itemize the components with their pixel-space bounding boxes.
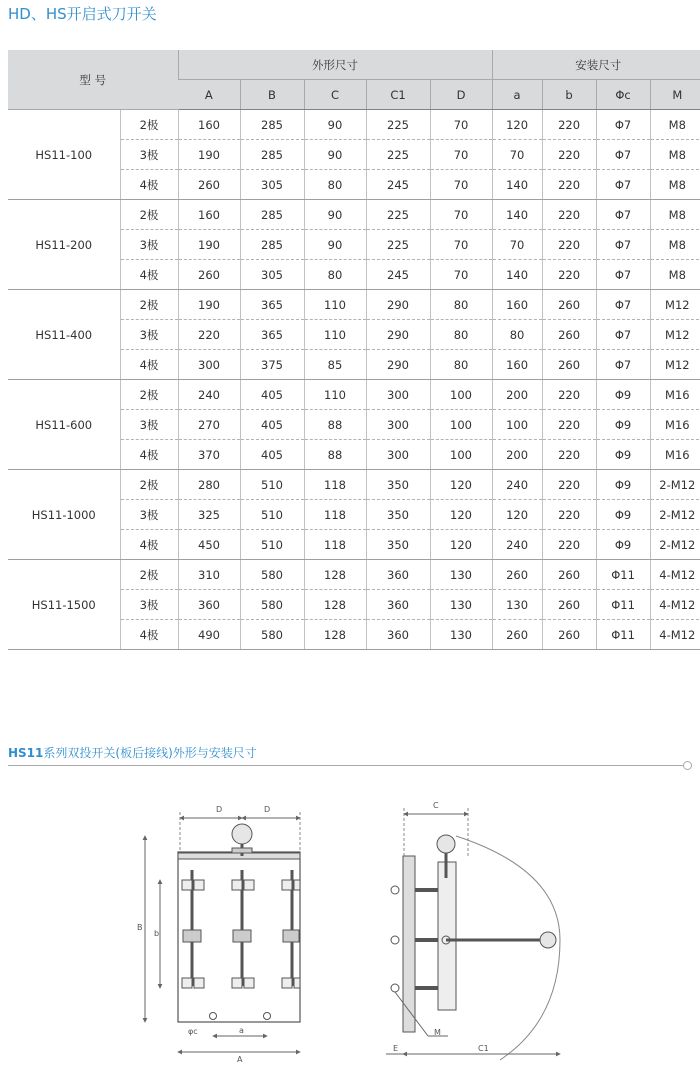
value-cell: Φ11 [596,560,650,590]
label-B: B [137,923,143,932]
column-header: D [430,80,492,110]
pole-cell: 2极 [120,290,178,320]
value-cell: 110 [304,290,366,320]
value-cell: 100 [492,410,542,440]
value-cell: 2-M12 [650,470,700,500]
value-cell: 160 [178,200,240,230]
value-cell: 4-M12 [650,560,700,590]
value-cell: M16 [650,410,700,440]
value-cell: M12 [650,350,700,380]
value-cell: 300 [366,410,430,440]
value-cell: 490 [178,620,240,650]
value-cell: 260 [542,560,596,590]
value-cell: 350 [366,530,430,560]
value-cell: 405 [240,380,304,410]
value-cell: 365 [240,320,304,350]
pole-cell: 4极 [120,620,178,650]
column-header: C [304,80,366,110]
value-cell: 70 [430,170,492,200]
value-cell: 300 [366,440,430,470]
value-cell: 260 [492,620,542,650]
value-cell: 140 [492,200,542,230]
value-cell: 190 [178,140,240,170]
value-cell: 245 [366,170,430,200]
value-cell: 120 [430,470,492,500]
pole-cell: 4极 [120,170,178,200]
dimension-drawing [0,790,700,1073]
section-divider [8,765,685,766]
value-cell: 70 [492,140,542,170]
model-cell: HS11-200 [8,200,120,290]
value-cell: 80 [430,320,492,350]
value-cell: 300 [178,350,240,380]
value-cell: M8 [650,140,700,170]
model-cell: HS11-100 [8,110,120,200]
value-cell: 260 [542,320,596,350]
value-cell: 80 [304,260,366,290]
value-cell: 70 [430,140,492,170]
value-cell: Φ7 [596,230,650,260]
value-cell: M8 [650,260,700,290]
value-cell: 130 [492,590,542,620]
value-cell: Φ7 [596,260,650,290]
pole-cell: 2极 [120,380,178,410]
value-cell: 285 [240,230,304,260]
value-cell: 118 [304,500,366,530]
value-cell: M8 [650,110,700,140]
value-cell: 310 [178,560,240,590]
value-cell: 225 [366,200,430,230]
column-header: C1 [366,80,430,110]
label-D-right: D [264,805,271,814]
value-cell: 220 [178,320,240,350]
model-cell: HS11-600 [8,380,120,470]
value-cell: 130 [430,620,492,650]
value-cell: 220 [542,260,596,290]
value-cell: M12 [650,290,700,320]
value-cell: 70 [430,260,492,290]
value-cell: 80 [304,170,366,200]
dimension-table [8,50,700,650]
value-cell: 130 [430,590,492,620]
value-cell: 110 [304,320,366,350]
table-row [8,290,700,320]
value-cell: M8 [650,230,700,260]
pole-cell: 3极 [120,230,178,260]
column-header: Φc [596,80,650,110]
value-cell: Φ7 [596,320,650,350]
value-cell: 245 [366,260,430,290]
value-cell: 260 [178,260,240,290]
value-cell: 70 [430,110,492,140]
value-cell: 190 [178,230,240,260]
model-cell: HS11-1000 [8,470,120,560]
value-cell: 200 [492,440,542,470]
value-cell: 305 [240,170,304,200]
value-cell: 220 [542,470,596,500]
side-view [386,808,560,1060]
table-row [8,380,700,410]
value-cell: 80 [430,350,492,380]
install-dimensions-header: 安装尺寸 [492,50,700,80]
value-cell: 510 [240,470,304,500]
label-M: M [434,1028,441,1037]
value-cell: 120 [430,530,492,560]
value-cell: 220 [542,140,596,170]
value-cell: 350 [366,470,430,500]
value-cell: 2-M12 [650,500,700,530]
value-cell: 220 [542,110,596,140]
value-cell: M12 [650,320,700,350]
value-cell: 190 [178,290,240,320]
value-cell: Φ7 [596,170,650,200]
value-cell: 260 [492,560,542,590]
value-cell: 580 [240,620,304,650]
value-cell: Φ7 [596,290,650,320]
value-cell: M16 [650,440,700,470]
value-cell: 4-M12 [650,620,700,650]
value-cell: 360 [366,590,430,620]
value-cell: 128 [304,590,366,620]
value-cell: 360 [366,560,430,590]
value-cell: M8 [650,200,700,230]
value-cell: 220 [542,440,596,470]
table-row [8,110,700,140]
label-C1: C1 [478,1044,489,1053]
value-cell: 285 [240,200,304,230]
value-cell: 220 [542,170,596,200]
value-cell: 80 [492,320,542,350]
value-cell: Φ9 [596,380,650,410]
value-cell: 130 [430,560,492,590]
value-cell: Φ9 [596,470,650,500]
value-cell: 290 [366,320,430,350]
value-cell: Φ9 [596,530,650,560]
label-phi-c: φc [188,1027,198,1036]
model-cell: HS11-1500 [8,560,120,650]
value-cell: 405 [240,440,304,470]
value-cell: 220 [542,410,596,440]
value-cell: Φ7 [596,350,650,380]
value-cell: 2-M12 [650,530,700,560]
value-cell: Φ7 [596,200,650,230]
value-cell: 160 [492,350,542,380]
value-cell: 450 [178,530,240,560]
value-cell: M16 [650,380,700,410]
value-cell: Φ7 [596,110,650,140]
value-cell: 100 [430,380,492,410]
value-cell: 90 [304,110,366,140]
value-cell: 360 [178,590,240,620]
section-title-series: HS11 [8,746,44,760]
value-cell: 118 [304,470,366,500]
value-cell: 80 [430,290,492,320]
outer-dimensions-header: 外形尺寸 [178,50,492,80]
value-cell: 120 [492,110,542,140]
value-cell: 375 [240,350,304,380]
value-cell: 100 [430,410,492,440]
value-cell: 305 [240,260,304,290]
value-cell: 220 [542,230,596,260]
pole-cell: 4极 [120,260,178,290]
value-cell: 510 [240,530,304,560]
section-end-dot [683,761,692,770]
value-cell: Φ11 [596,620,650,650]
pole-cell: 3极 [120,590,178,620]
value-cell: 360 [366,620,430,650]
value-cell: 128 [304,560,366,590]
value-cell: 290 [366,290,430,320]
pole-cell: 2极 [120,470,178,500]
value-cell: 580 [240,590,304,620]
value-cell: 285 [240,140,304,170]
value-cell: 350 [366,500,430,530]
value-cell: 370 [178,440,240,470]
value-cell: 580 [240,560,304,590]
value-cell: 118 [304,530,366,560]
table-row [8,560,700,590]
value-cell: 300 [366,380,430,410]
value-cell: 240 [492,470,542,500]
model-cell: HS11-400 [8,290,120,380]
pole-cell: 2极 [120,200,178,230]
value-cell: 70 [430,230,492,260]
label-b: b [154,929,160,938]
value-cell: 270 [178,410,240,440]
value-cell: 225 [366,230,430,260]
value-cell: 120 [492,500,542,530]
table-row [8,470,700,500]
model-header: 型 号 [8,50,178,110]
value-cell: 88 [304,440,366,470]
value-cell: 240 [492,530,542,560]
value-cell: 90 [304,230,366,260]
value-cell: 140 [492,170,542,200]
column-header: a [492,80,542,110]
table-row [8,200,700,230]
value-cell: 140 [492,260,542,290]
value-cell: 225 [366,140,430,170]
value-cell: 4-M12 [650,590,700,620]
value-cell: 510 [240,500,304,530]
value-cell: 120 [430,500,492,530]
value-cell: 225 [366,110,430,140]
value-cell: 100 [430,440,492,470]
label-a: a [239,1026,244,1035]
pole-cell: 3极 [120,410,178,440]
pole-cell: 4极 [120,350,178,380]
value-cell: 220 [542,380,596,410]
value-cell: Φ9 [596,440,650,470]
value-cell: 325 [178,500,240,530]
value-cell: 260 [542,620,596,650]
label-C: C [433,801,439,810]
section-title-text: 系列双投开关(板后接线)外形与安装尺寸 [43,746,257,760]
value-cell: 85 [304,350,366,380]
value-cell: Φ9 [596,500,650,530]
pole-cell: 3极 [120,500,178,530]
value-cell: Φ7 [596,140,650,170]
value-cell: 110 [304,380,366,410]
value-cell: Φ11 [596,590,650,620]
value-cell: 220 [542,200,596,230]
column-header: B [240,80,304,110]
label-D-left: D [216,805,223,814]
value-cell: 290 [366,350,430,380]
value-cell: 260 [542,290,596,320]
value-cell: Φ9 [596,410,650,440]
value-cell: 90 [304,200,366,230]
value-cell: 160 [178,110,240,140]
value-cell: 128 [304,620,366,650]
value-cell: 220 [542,500,596,530]
value-cell: 200 [492,380,542,410]
pole-cell: 3极 [120,140,178,170]
column-header: b [542,80,596,110]
value-cell: 160 [492,290,542,320]
label-E: E [393,1044,399,1053]
value-cell: 260 [178,170,240,200]
value-cell: 88 [304,410,366,440]
page-title: HD、HS开启式刀开关 [8,5,157,23]
pole-cell: 4极 [120,440,178,470]
value-cell: 405 [240,410,304,440]
pole-cell: 2极 [120,560,178,590]
value-cell: 70 [492,230,542,260]
value-cell: 240 [178,380,240,410]
pole-cell: 3极 [120,320,178,350]
label-A: A [237,1055,243,1064]
value-cell: 285 [240,110,304,140]
column-header: A [178,80,240,110]
pole-cell: 4极 [120,530,178,560]
value-cell: M8 [650,170,700,200]
value-cell: 260 [542,350,596,380]
value-cell: 90 [304,140,366,170]
value-cell: 365 [240,290,304,320]
section-title [8,744,257,761]
value-cell: 260 [542,590,596,620]
pole-cell: 2极 [120,110,178,140]
column-header: M [650,80,700,110]
front-view [145,812,300,1052]
value-cell: 70 [430,200,492,230]
value-cell: 280 [178,470,240,500]
value-cell: 220 [542,530,596,560]
